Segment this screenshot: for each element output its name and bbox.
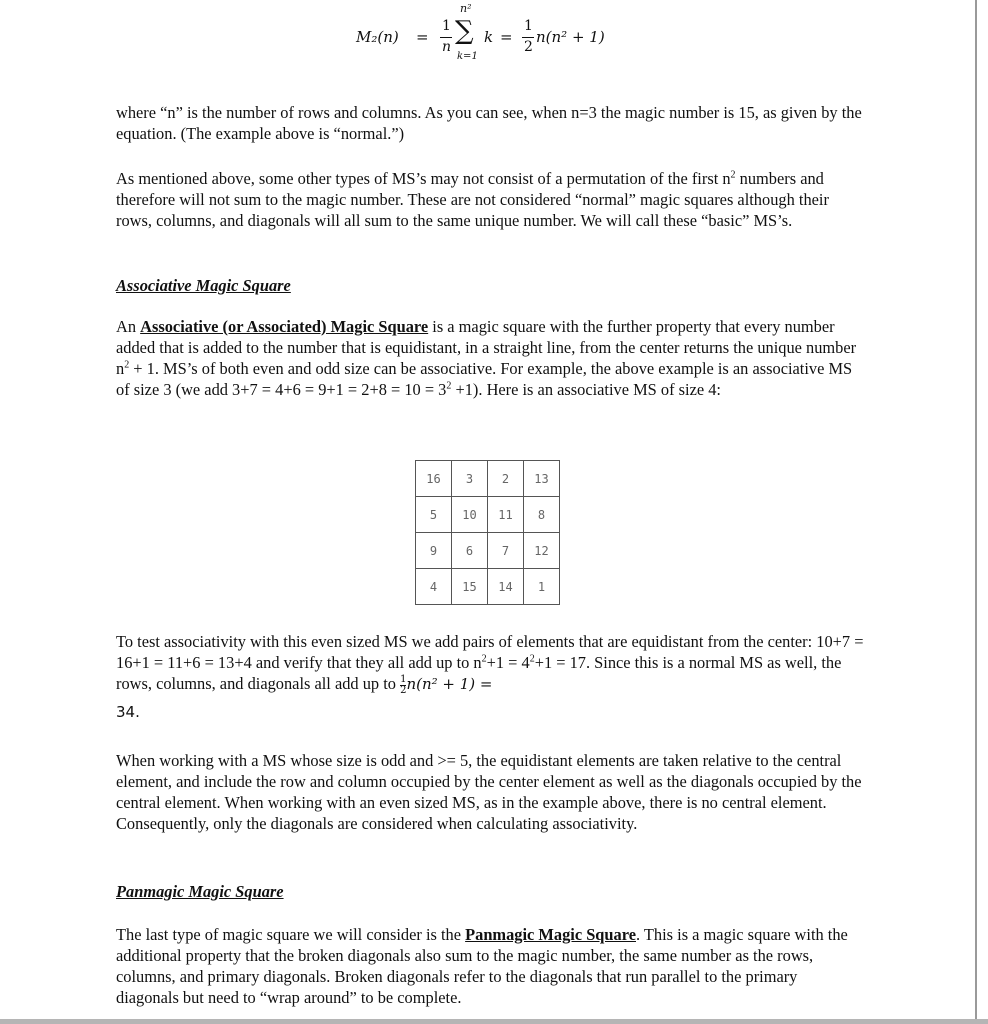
magic-square-cell: 8 [524, 497, 560, 533]
magic-square-cell: 16 [416, 461, 452, 497]
frac-num: 1 [400, 673, 407, 685]
eq-frac2-num: 1 [524, 18, 533, 34]
magic-square-cell: 5 [416, 497, 452, 533]
magic-square-cell: 7 [488, 533, 524, 569]
text: An [116, 317, 141, 336]
paragraph-panmagic [116, 924, 864, 1008]
eq-frac2-den: 2 [524, 39, 533, 55]
magic-square-cell: 4 [416, 569, 452, 605]
eq-frac1-den: n [442, 39, 452, 55]
text: +1 = 17. Since this is a normal MS as well, the rows, columns, and diagonals all add up to [116, 653, 842, 693]
superscript: 2 [124, 359, 130, 371]
paragraph-odd-even: When working with a MS whose size is odd and >= 5, the equidistant elements are taken relative to the central element, and include the row and column occupied by the center element as well as the diagonals occupied by the central element. When working with an even sized MS, as in the example above, there is no central element. Consequently, only the diagonals are considered when calculating associativity. [116, 751, 862, 833]
paragraph-n-definition: where “n” is the number of rows and columns. As you can see, when n=3 the magic number is 15, as given by the equation. (The example above is “normal.”) [116, 103, 862, 143]
text: +1). Here is an associative MS of size 4: [451, 380, 721, 399]
magic-square-cell: 10 [452, 497, 488, 533]
frac-den: 2 [400, 684, 407, 696]
text: The last type of magic square we will consider is the [116, 925, 466, 944]
text: To test associativity with this even sized MS we add pairs of elements that are equidistant from the center: 10+7 = 16+1 = 11+6 = 13+4 and verify that they all add up to n [116, 632, 864, 672]
eq-equals: = [416, 28, 429, 46]
text: numbers and therefore will not sum to the magic number. These are not considered “normal” magic squares although their rows, columns, and diagonals will all sum to the same unique number. We will call these “basic” MS’s. [116, 169, 829, 230]
text: . This is a magic square with the additional property that the broken diagonals also sum to the magic number, the same number as the rows, columns, and primary diagonals. Broken diagonals refer to the diagonals that run parallel to the primary diagonals but need to “wrap around” to be complete. [116, 925, 848, 1007]
heading-associative-magic-square: Associative Magic Square [116, 276, 291, 295]
formula: n(n² + 1) = [406, 675, 493, 693]
text: + 1. MS’s of both even and odd size can be associative. For example, the above example is an associative MS of size 3 (we add 3+7 = 4+6 = 9+1 = 2+8 = 10 = 3 [116, 359, 853, 399]
page-right-edge [975, 0, 977, 1020]
superscript: 2 [529, 653, 535, 665]
text: is a magic square with the further property that every number added that is added to the number that is equidistant, in a straight line, from the center returns the unique number n [116, 317, 857, 378]
magic-square-cell: 9 [416, 533, 452, 569]
term-panmagic: Panmagic Magic Square [465, 925, 636, 944]
superscript: 2 [446, 380, 452, 392]
magic-square-row [416, 461, 560, 497]
superscript: 2 [730, 169, 736, 181]
heading-panmagic-magic-square: Panmagic Magic Square [116, 882, 284, 901]
magic-square-row [416, 533, 560, 569]
eq-sum-upper: n² [460, 2, 472, 15]
magic-square-row [416, 569, 560, 605]
eq-equals-2: = [500, 28, 513, 46]
result: 34. [116, 702, 140, 721]
magic-square-cell: 3 [452, 461, 488, 497]
sum-symbol: ∑ [455, 16, 474, 46]
eq-sum-term: k [484, 28, 494, 46]
magic-square-4x4 [415, 460, 560, 605]
text: +1 = 4 [486, 653, 530, 672]
magic-square-cell: 2 [488, 461, 524, 497]
magic-square-row [416, 497, 560, 533]
page-bottom-edge [0, 1019, 988, 1024]
magic-square-cell: 12 [524, 533, 560, 569]
magic-square-cell: 1 [524, 569, 560, 605]
eq-lhs: M₂(n) [356, 28, 399, 46]
magic-square-cell: 14 [488, 569, 524, 605]
paragraph-basic-ms [116, 168, 864, 231]
eq-sum-lower: k=1 [457, 51, 478, 62]
magic-square-cell: 6 [452, 533, 488, 569]
eq-frac1-num: 1 [442, 18, 451, 34]
paragraph-associative [116, 316, 864, 400]
magic-square-cell: 11 [488, 497, 524, 533]
magic-square-cell: 13 [524, 461, 560, 497]
text: As mentioned above, some other types of MS’s may not consist of a permutation of the first n [116, 169, 731, 188]
superscript: 2 [481, 653, 487, 665]
magic-square-cell: 15 [452, 569, 488, 605]
paragraph-associativity-test [116, 631, 864, 723]
term-associative: Associative (or Associated) Magic Square [140, 317, 429, 336]
eq-rhs: n(n² + 1) [536, 28, 605, 46]
